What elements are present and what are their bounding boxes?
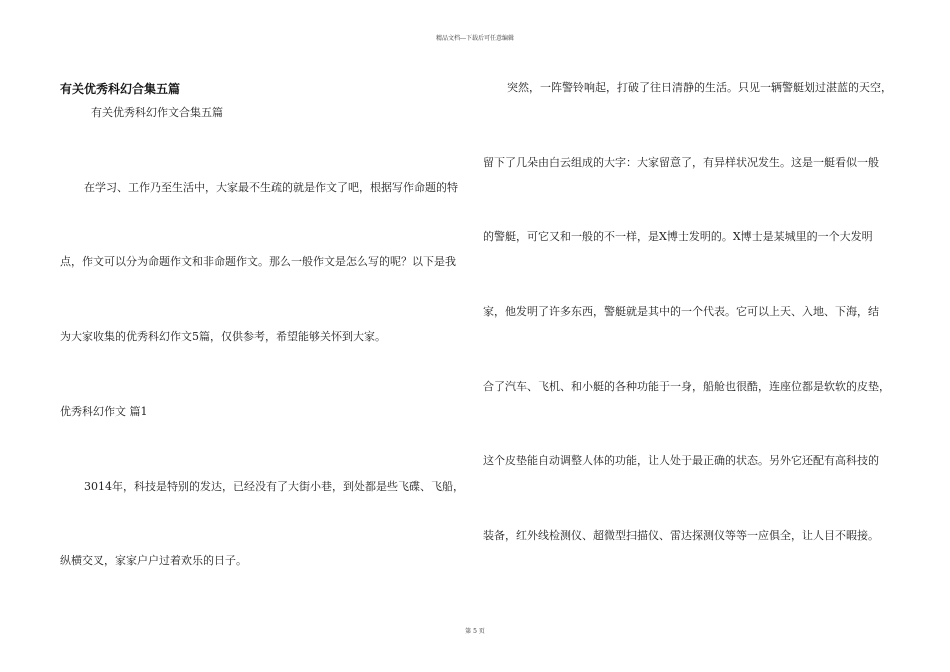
paragraph-line: 在学习、工作乃至生活中，大家最不生疏的就是作文了吧，根据写作命题的特 bbox=[84, 181, 458, 194]
paragraph-line: 家，他发明了许多东西，警艇就是其中的一个代表。它可以上天、入地、下海，结 bbox=[483, 305, 879, 318]
paragraph-line: 为大家收集的优秀科幻作文5篇，仅供参考，希望能够关怀到大家。 bbox=[60, 330, 386, 343]
paragraph-line: 留下了几朵由白云组成的大字：大家留意了，有异样状况发生。这是一艇看似一般 bbox=[483, 156, 879, 169]
paragraph-line: 纵横交叉，家家户户过着欢乐的日子。 bbox=[60, 554, 247, 567]
page-number: 第 5 页 bbox=[465, 628, 485, 635]
paragraph-line: 3014年，科技是特别的发达，已经没有了大街小巷，到处都是些飞碟、飞船， bbox=[84, 480, 464, 493]
paragraph-line: 突然，一阵警铃响起，打破了往日清静的生活。只见一辆警艇划过湛蓝的天空， bbox=[507, 81, 892, 94]
document-title: 有关优秀科幻合集五篇 bbox=[60, 82, 181, 96]
paragraph-line: 合了汽车、飞机、和小艇的各种功能于一身，船舱也很酷，连座位都是软软的皮垫， bbox=[483, 380, 890, 393]
page-header: 精品文档---下载后可任意编辑 bbox=[435, 35, 515, 42]
paragraph-line: 的警艇，可它又和一般的不一样，是X博士发明的。X博士是某城里的一个大发明 bbox=[483, 230, 873, 243]
paragraph-line: 装备，红外线检测仪、超微型扫描仪、雷达探测仪等等一应俱全，让人目不暇接。 bbox=[483, 529, 879, 542]
section-heading: 优秀科幻作文 篇1 bbox=[60, 405, 148, 418]
paragraph-line: 这个皮垫能自动调整人体的功能，让人处于最正确的状态。另外它还配有高科技的 bbox=[483, 454, 879, 467]
paragraph-line: 点，作文可以分为命题作文和非命题作文。那么一般作文是怎么写的呢？以下是我 bbox=[60, 255, 456, 268]
subtitle-line: 有关优秀科幻作文合集五篇 bbox=[91, 106, 223, 119]
